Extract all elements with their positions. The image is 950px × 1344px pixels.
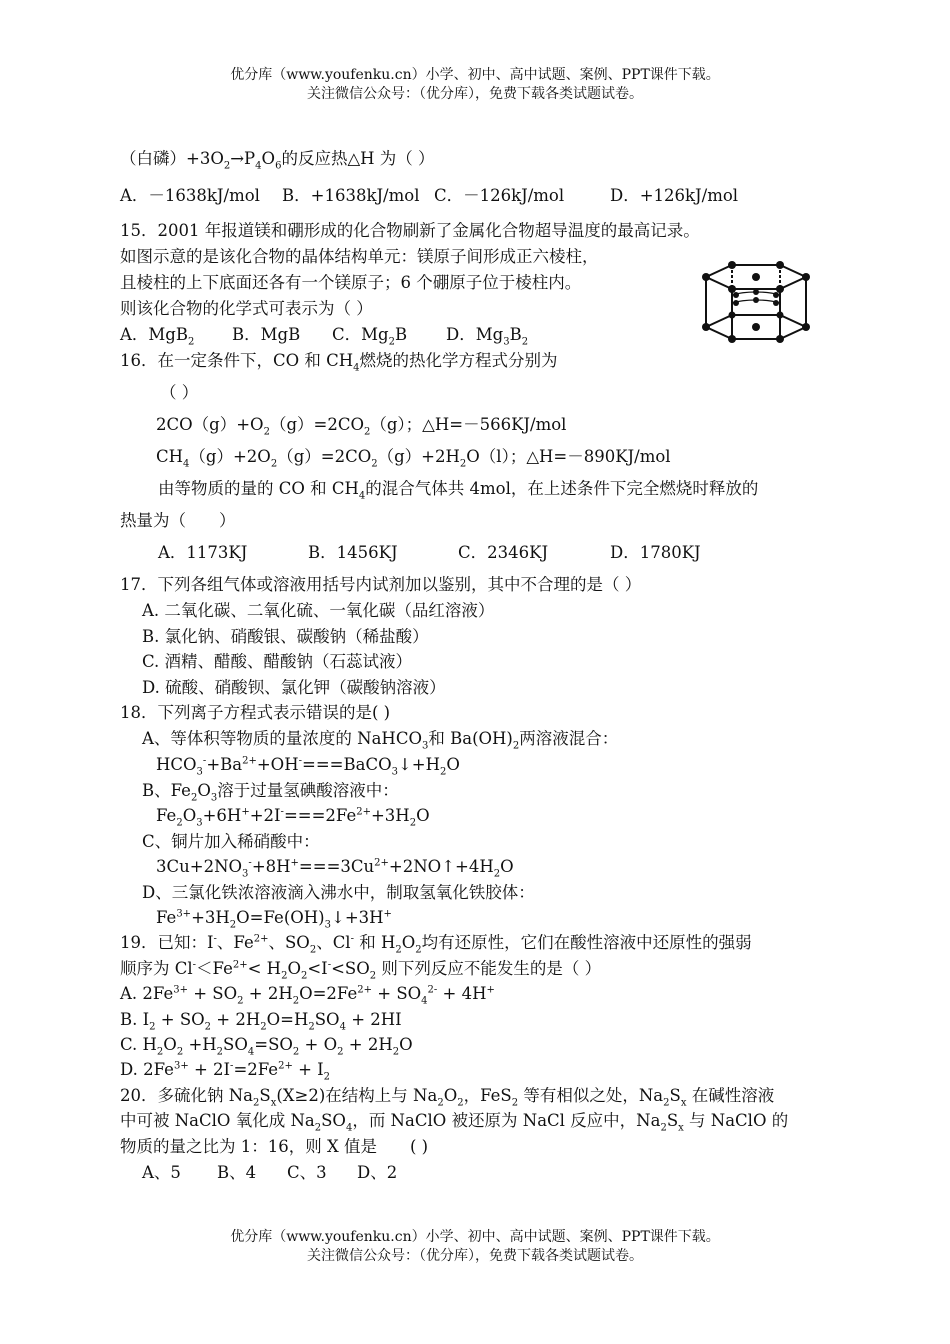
q16-body-2: 热量为（ ） bbox=[120, 511, 236, 530]
footer-line-2: 关注微信公众号：（优分库），免费下载各类试题试卷。 bbox=[307, 1248, 643, 1264]
q16-stem: 16．在一定条件下，CO 和 $CH_4$燃烧的热化学方程式分别为 bbox=[120, 351, 558, 374]
header-line-1: 优分库（www.youfenku.cn）小学、初中、高中试题、案例、PPT课件下载。 bbox=[230, 67, 720, 83]
q17-stem: 17．下列各组气体或溶液用括号内试剂加以鉴别，其中不合理的是（ ） bbox=[120, 575, 642, 594]
q15-line-4: 则该化合物的化学式可表示为（ ） bbox=[120, 299, 373, 318]
q14-option-a: A．－1638kJ/mol bbox=[120, 186, 260, 205]
q15-line-3: 且棱柱的上下底面还各有一个镁原子；6 个硼原子位于棱柱内。 bbox=[120, 273, 582, 292]
q15-option-c: C．$Mg_2B$ bbox=[332, 325, 408, 348]
footer-line-1: 优分库（www.youfenku.cn）小学、初中、高中试题、案例、PPT课件下载。 bbox=[230, 1229, 720, 1245]
q15-option-b: B．MgB bbox=[232, 325, 301, 344]
q20-stem-3: 物质的量之比为 1：16，则 X 值是 ( ) bbox=[120, 1137, 429, 1156]
q17-option-b: B. 氯化钠、硝酸银、碳酸钠（稀盐酸） bbox=[142, 627, 429, 646]
q17-option-d: D. 硫酸、硝酸钡、氯化钾（碳酸钠溶液） bbox=[142, 678, 446, 697]
q20-option-b: B、4 bbox=[217, 1163, 257, 1182]
crystal-structure-diagram bbox=[700, 255, 812, 343]
q16-option-c: C．2346KJ bbox=[458, 543, 549, 562]
q14-option-d: D．+126kJ/mol bbox=[610, 186, 739, 205]
q20-stem-1: 20．多硫化钠 $Na_2S_x(X\ge 2)$在结构上与 $Na_2O_2$，FeS$_2$ 等有相似之处，$Na_2S_x$ 在碱性溶液 bbox=[120, 1086, 775, 1109]
q20-option-d: D、2 bbox=[357, 1163, 398, 1182]
q19-option-a: A. $2Fe^{3+} + SO_2 + 2H_2O=2Fe^{2+} + SO_4^{2-} + 4H^+$ bbox=[120, 984, 495, 1007]
q16-equation-2: $CH_4(g)+2O_2(g)=2CO_2(g)+2H_2O(l)$；△H=－890KJ/mol bbox=[156, 447, 671, 470]
q15-line-2: 如图示意的是该化合物的晶体结构单元：镁原子间形成正六棱柱， bbox=[120, 247, 599, 266]
q19-option-c: C. $H_2O_2 +H_2SO_4=SO_2 + O_2 + 2H_2O$ bbox=[120, 1035, 413, 1058]
q14-option-b: B．+1638kJ/mol bbox=[282, 186, 420, 205]
q19-option-d: D. $2Fe^{3+} + 2I^-=2Fe^{2+} + I_2$ bbox=[120, 1060, 331, 1083]
q15-line-1: 15．2001 年报道镁和硼形成的化合物刷新了金属化合物超导温度的最高记录。 bbox=[120, 221, 700, 240]
q14-stem: （白磷）$+3O_2\to P_4O_6$的反应热△H 为（ ） bbox=[120, 149, 435, 172]
q16-option-b: B．1456KJ bbox=[308, 543, 398, 562]
q18-option-d: D、三氯化铁浓溶液滴入沸水中，制取氢氧化铁胶体： bbox=[142, 883, 535, 902]
q18-option-a: A、等体积等物质的量浓度的 NaHCO$_3$和 $Ba(OH)_2$两溶液混合： bbox=[142, 729, 619, 752]
q18-option-b-equation: $Fe_2O_3+6H^++2I^-===2Fe^{2+}+3H_2O$ bbox=[156, 806, 430, 829]
q20-option-a: A、5 bbox=[142, 1163, 181, 1182]
q15-option-d: D．$Mg_3B_2$ bbox=[446, 325, 529, 348]
q17-option-a: A. 二氧化碳、二氧化硫、一氧化碳（品红溶液） bbox=[142, 601, 495, 620]
q18-option-c-equation: $3Cu+2NO_3^-+8H^+===3Cu^{2+}+2NO↑+4H_2O$ bbox=[156, 857, 514, 880]
q17-option-c: C. 酒精、醋酸、醋酸钠（石蕊试液） bbox=[142, 652, 413, 671]
q18-stem: 18．下列离子方程式表示错误的是( ) bbox=[120, 703, 391, 722]
q18-option-c: C、铜片加入稀硝酸中： bbox=[142, 832, 320, 851]
q19-option-b: B. $I_2 + SO_2 + 2H_2O=H_2SO_4 + 2HI$ bbox=[120, 1010, 402, 1033]
q14-option-c: C．－126kJ/mol bbox=[434, 186, 565, 205]
q16-option-d: D．1780KJ bbox=[610, 543, 701, 562]
q16-option-a: A．1173KJ bbox=[158, 543, 248, 562]
q18-option-b: B、$Fe_2O_3$溶于过量氢碘酸溶液中： bbox=[142, 781, 399, 804]
q20-option-c: C、3 bbox=[287, 1163, 327, 1182]
q16-equation-1: $2CO(g)+O_2(g)=2CO_2(g)$；△H=－566KJ/mol bbox=[156, 415, 567, 438]
q20-stem-2: 中可被 NaClO 氧化成 $Na_2SO_4$，而 NaClO 被还原为 NaCl 反应中，$Na_2S_x$ 与 NaClO 的 bbox=[120, 1111, 789, 1134]
q16-paren: （ ） bbox=[160, 383, 199, 402]
q18-option-d-equation: $Fe^{3+}+3H_2O=Fe(OH)_3↓+3H^+$ bbox=[156, 908, 392, 931]
header-line-2: 关注微信公众号：（优分库），免费下载各类试题试卷。 bbox=[307, 86, 643, 102]
q15-option-a: A．MgB$_2$ bbox=[120, 325, 195, 348]
q16-body-1: 由等物质的量的 CO 和 $CH_4$的混合气体共 4mol，在上述条件下完全燃烧时释放的 bbox=[158, 479, 759, 502]
q19-stem-1: 19．已知：I-、$Fe^{2+}$、$SO_2$、Cl- 和 $H_2O_2$均有还原性，它们在酸性溶液中还原性的强弱 bbox=[120, 933, 752, 956]
q19-stem-2: 顺序为 $Cl^-<Fe^{2+}< H_2O_2<I^-<SO_2$ 则下列反应不能发生的是（ ） bbox=[120, 959, 602, 982]
q18-option-a-equation: $HCO_3^-+Ba^{2+}+OH^-===BaCO_3↓+H_2O$ bbox=[156, 755, 460, 778]
